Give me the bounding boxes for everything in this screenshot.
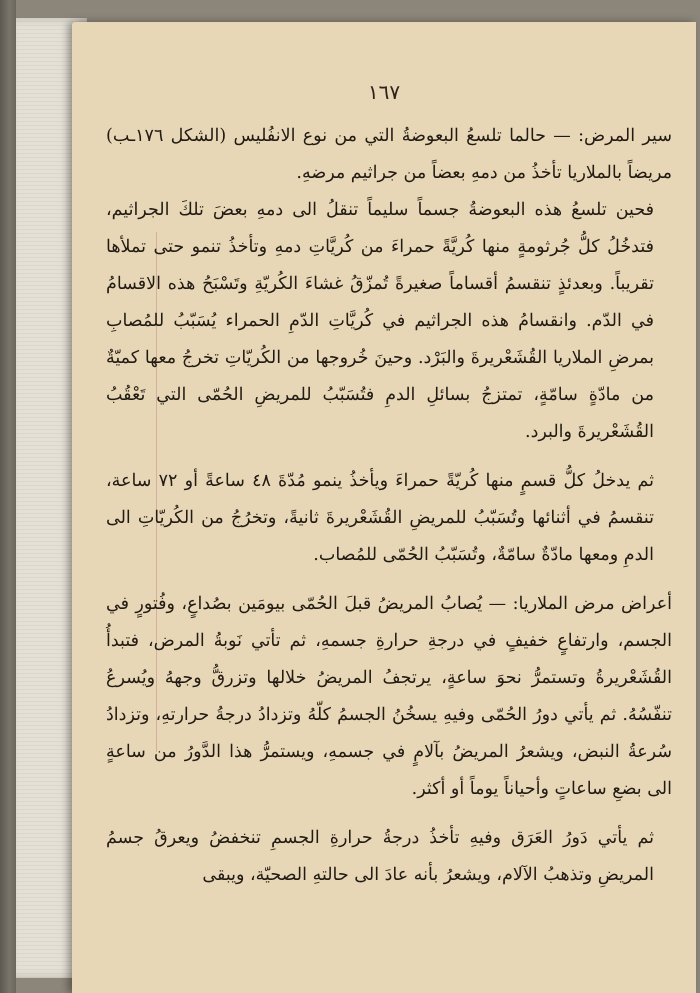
- paragraph-symptoms: أعراض مرض الملاريا: — يُصابُ المريضُ قبلَ الحُمّى بيومَين بصُداعٍ، وفُتورٍ في الجسم، وارتفاعٍ خفيفٍ في درجةِ حرارةِ جسمهِ، ثم تأتي نَوبةُ المرض، فتبدأُ القُشَعْريرةُ وتستمرُّ نحوَ ساعةٍ، يرتجفُ المريضُ خلالها وتزرقُّ وجههُ ويُسرعُ تنفّسُهُ. ثم يأتي دورُ الحُمّى وفيهِ يسخُنُ الجسمُ كلّهُ وتزدادُ درجةُ حرارتهِ، وتزدادُ سُرعةُ النبض، ويشعرُ المريضُ بآلامٍ في جسمهِ، ويستمرُّ هذا الدَّورُ من ساعةٍ الى بضعِ ساعاتٍ وأحياناً يوماً أو أكثر.: [106, 594, 672, 799]
- paragraph-disease-course: سير المرض: — حالما تلسعُ البعوضةُ التي من نوع الانفُليس (الشكل ١٧٦ـب) مريضاً بالملاريا تأخذُ من دمهِ بعضاً من جراثيم مرضهِ.: [106, 126, 672, 183]
- paragraph-reinfection: ثم يدخلُ كلُّ قسمٍ منها كُريّةً حمراءَ ويأخذُ ينمو مُدّةَ ٤٨ ساعةً أو ٧٢ ساعة، تنقسمُ في أثنائها وتُسَبّبُ للمريضِ القُشَعْريرةَ ثانيةً، وتخرُجُ من الكُريّاتِ الى الدمِ ومعها مادّةٌ سامّةٌ، وتُسَبّبُ الحُمّى للمُصاب.: [106, 471, 655, 565]
- paragraph-infection-cycle: فحين تلسعُ هذه البعوضةُ جسماً سليماً تنقلُ الى دمهِ بعضَ تلكَ الجراثيم، فتدخُلُ كلُّ جُرثومةٍ منها كُريَّةً حمراءَ من كُريَّاتِ دمهِ وتأخذُ تنمو حتى تملأها تقريباً. وبعدئذٍ تنقسمُ أقساماً صغيرةً تُمزّقُ غشاءَ الكُريّةِ وتَسْبَحُ هذه الاقسامُ في الدّم. وانقسامُ هذه الجراثيم في كُريَّاتِ الدّمِ الحمراء يُسَبّبُ للمُصابِ بمرضِ الملاريا القُشَعْريرةَ والبَرْد. وحينَ خُروجها من الكُريّاتِ تخرجُ معها كميّةٌ من مادّةٍ سامّةٍ، تمتزجُ بسائلِ الدمِ فتُسَبّبُ للمريضِ الحُمّى التي تَعْقُبُ القُشَعْريرةَ والبرد.: [106, 200, 654, 442]
- page-text: [106, 118, 672, 894]
- book-binding: [0, 0, 16, 993]
- paragraph-sweating-stage: ثم يأتي دَورُ العَرَق وفيهِ تأخذُ درجةُ حرارةِ الجسمِ تنخفضُ ويعرقُ جسمُ المريضِ وتذهبُ الآلام، ويشعرُ بأنه عادَ الى حالتهِ الصحيّة، ويبقى: [106, 828, 654, 885]
- book-page: [72, 22, 696, 993]
- page-number: ١٦٧: [367, 80, 401, 104]
